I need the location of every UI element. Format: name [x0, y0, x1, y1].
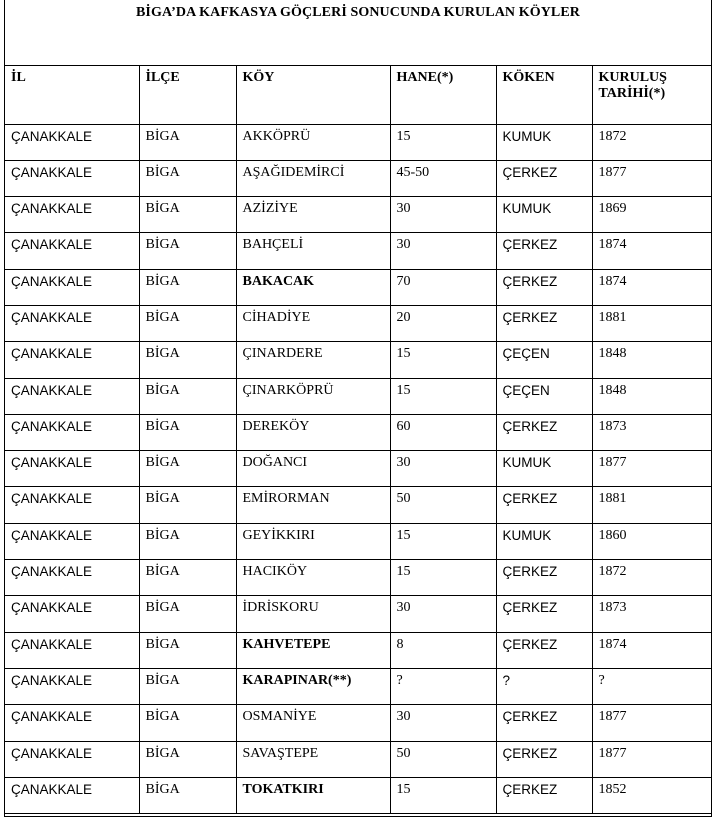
- table-row: [5, 269, 711, 305]
- cell-ilce: BİGA: [139, 560, 236, 596]
- column-header-ilce: İLÇE: [139, 66, 236, 124]
- cell-ilce: BİGA: [139, 414, 236, 450]
- cell-koken: KUMUK: [496, 523, 592, 559]
- cell-il: ÇANAKKALE: [5, 487, 139, 523]
- cell-ilce: BİGA: [139, 378, 236, 414]
- cell-ilce: BİGA: [139, 305, 236, 341]
- cell-kurulus-tarihi: 1877: [592, 160, 711, 196]
- cell-ilce: BİGA: [139, 668, 236, 704]
- cell-kurulus-tarihi: 1874: [592, 269, 711, 305]
- cell-koy: ÇINARDERE: [236, 342, 390, 378]
- cell-il: ÇANAKKALE: [5, 523, 139, 559]
- cell-koy: CİHADİYE: [236, 305, 390, 341]
- cell-il: ÇANAKKALE: [5, 378, 139, 414]
- cell-hane: 30: [390, 596, 496, 632]
- cell-koy: EMİRORMAN: [236, 487, 390, 523]
- table-row: [5, 632, 711, 668]
- table-row: [5, 378, 711, 414]
- cell-ilce: BİGA: [139, 160, 236, 196]
- cell-koken: ÇERKEZ: [496, 632, 592, 668]
- cell-koy: OSMANİYE: [236, 705, 390, 741]
- document-page: [4, 0, 712, 817]
- cell-kurulus-tarihi: 1852: [592, 777, 711, 813]
- cell-ilce: BİGA: [139, 777, 236, 813]
- cell-hane: 50: [390, 487, 496, 523]
- cell-il: ÇANAKKALE: [5, 305, 139, 341]
- cell-hane: 15: [390, 378, 496, 414]
- cell-kurulus-tarihi: 1872: [592, 124, 711, 160]
- cell-kurulus-tarihi: 1872: [592, 560, 711, 596]
- cell-koy: SAVAŞTEPE: [236, 741, 390, 777]
- cell-koken: ÇERKEZ: [496, 705, 592, 741]
- cell-hane: 20: [390, 305, 496, 341]
- cell-kurulus-tarihi: 1877: [592, 741, 711, 777]
- cell-hane: 15: [390, 124, 496, 160]
- cell-koken: ÇERKEZ: [496, 269, 592, 305]
- table-row: [5, 233, 711, 269]
- column-header-koy: KÖY: [236, 66, 390, 124]
- cell-kurulus-tarihi: 1881: [592, 305, 711, 341]
- cell-kurulus-tarihi: 1869: [592, 197, 711, 233]
- table-row: [5, 160, 711, 196]
- cell-koy: AZİZİYE: [236, 197, 390, 233]
- table-row: [5, 124, 711, 160]
- table-row: [5, 305, 711, 341]
- table-row: [5, 197, 711, 233]
- cell-ilce: BİGA: [139, 705, 236, 741]
- cell-kurulus-tarihi: 1848: [592, 342, 711, 378]
- cell-ilce: BİGA: [139, 124, 236, 160]
- table-title: BİGA’DA KAFKASYA GÖÇLERİ SONUCUNDA KURULAN KÖYLER: [5, 0, 711, 66]
- cell-koken: ÇERKEZ: [496, 233, 592, 269]
- cell-il: ÇANAKKALE: [5, 560, 139, 596]
- table-row: [5, 741, 711, 777]
- cell-koy: AKKÖPRÜ: [236, 124, 390, 160]
- cell-hane: 15: [390, 523, 496, 559]
- cell-koken: KUMUK: [496, 451, 592, 487]
- cell-il: ÇANAKKALE: [5, 269, 139, 305]
- cell-hane: 30: [390, 451, 496, 487]
- column-header-kurulus-tarihi-label: KURULUŞ TARİHİ(*): [598, 70, 667, 101]
- cell-ilce: BİGA: [139, 269, 236, 305]
- cell-koy: BAHÇELİ: [236, 233, 390, 269]
- cell-hane: 15: [390, 777, 496, 813]
- cell-kurulus-tarihi: 1848: [592, 378, 711, 414]
- cell-kurulus-tarihi: 1860: [592, 523, 711, 559]
- cell-koy: KARAPINAR(**): [236, 668, 390, 704]
- cell-il: ÇANAKKALE: [5, 705, 139, 741]
- cell-koy: İDRİSKORU: [236, 596, 390, 632]
- table-row: [5, 705, 711, 741]
- cell-koken: ÇERKEZ: [496, 596, 592, 632]
- column-header-kurulus-tarihi: [592, 66, 711, 124]
- cell-koy: BAKACAK: [236, 269, 390, 305]
- cell-koken: ÇERKEZ: [496, 487, 592, 523]
- column-header-koken: KÖKEN: [496, 66, 592, 124]
- cell-il: ÇANAKKALE: [5, 596, 139, 632]
- cell-koken: ?: [496, 668, 592, 704]
- cell-hane: 30: [390, 705, 496, 741]
- cell-ilce: BİGA: [139, 233, 236, 269]
- cell-koken: ÇERKEZ: [496, 777, 592, 813]
- table-body: [5, 124, 711, 814]
- cell-kurulus-tarihi: 1881: [592, 487, 711, 523]
- cell-il: ÇANAKKALE: [5, 124, 139, 160]
- cell-ilce: BİGA: [139, 197, 236, 233]
- cell-koken: ÇERKEZ: [496, 160, 592, 196]
- cell-koken: KUMUK: [496, 197, 592, 233]
- cell-hane: ?: [390, 668, 496, 704]
- villages-table: [5, 66, 711, 814]
- cell-ilce: BİGA: [139, 741, 236, 777]
- cell-hane: 60: [390, 414, 496, 450]
- cell-kurulus-tarihi: 1874: [592, 632, 711, 668]
- cell-kurulus-tarihi: 1873: [592, 596, 711, 632]
- cell-koken: ÇEÇEN: [496, 378, 592, 414]
- cell-ilce: BİGA: [139, 632, 236, 668]
- cell-koy: GEYİKKIRI: [236, 523, 390, 559]
- cell-il: ÇANAKKALE: [5, 741, 139, 777]
- cell-kurulus-tarihi: 1877: [592, 451, 711, 487]
- cell-hane: 8: [390, 632, 496, 668]
- cell-koken: KUMUK: [496, 124, 592, 160]
- cell-koken: ÇERKEZ: [496, 741, 592, 777]
- cell-koy: TOKATKIRI: [236, 777, 390, 813]
- table-row: [5, 451, 711, 487]
- cell-hane: 15: [390, 560, 496, 596]
- table-row: [5, 342, 711, 378]
- cell-kurulus-tarihi: 1877: [592, 705, 711, 741]
- cell-kurulus-tarihi: 1873: [592, 414, 711, 450]
- cell-il: ÇANAKKALE: [5, 414, 139, 450]
- table-row: [5, 596, 711, 632]
- table-row: [5, 560, 711, 596]
- cell-koken: ÇERKEZ: [496, 305, 592, 341]
- cell-il: ÇANAKKALE: [5, 668, 139, 704]
- cell-il: ÇANAKKALE: [5, 451, 139, 487]
- cell-koy: KAHVETEPE: [236, 632, 390, 668]
- table-row: [5, 777, 711, 813]
- cell-il: ÇANAKKALE: [5, 197, 139, 233]
- cell-ilce: BİGA: [139, 523, 236, 559]
- cell-il: ÇANAKKALE: [5, 632, 139, 668]
- table-row: [5, 523, 711, 559]
- cell-ilce: BİGA: [139, 487, 236, 523]
- cell-kurulus-tarihi: 1874: [592, 233, 711, 269]
- cell-ilce: BİGA: [139, 342, 236, 378]
- cell-koy: HACIKÖY: [236, 560, 390, 596]
- table-row: [5, 668, 711, 704]
- cell-kurulus-tarihi: ?: [592, 668, 711, 704]
- cell-hane: 15: [390, 342, 496, 378]
- column-header-il: İL: [5, 66, 139, 124]
- cell-hane: 50: [390, 741, 496, 777]
- cell-ilce: BİGA: [139, 596, 236, 632]
- cell-hane: 70: [390, 269, 496, 305]
- cell-hane: 45-50: [390, 160, 496, 196]
- table-row: [5, 414, 711, 450]
- cell-il: ÇANAKKALE: [5, 160, 139, 196]
- cell-hane: 30: [390, 197, 496, 233]
- cell-koy: AŞAĞIDEMİRCİ: [236, 160, 390, 196]
- cell-koken: ÇERKEZ: [496, 414, 592, 450]
- table-row: [5, 487, 711, 523]
- cell-koken: ÇEÇEN: [496, 342, 592, 378]
- cell-il: ÇANAKKALE: [5, 233, 139, 269]
- column-header-hane: HANE(*): [390, 66, 496, 124]
- cell-ilce: BİGA: [139, 451, 236, 487]
- cell-koken: ÇERKEZ: [496, 560, 592, 596]
- cell-koy: ÇINARKÖPRÜ: [236, 378, 390, 414]
- cell-koy: DEREKÖY: [236, 414, 390, 450]
- cell-il: ÇANAKKALE: [5, 777, 139, 813]
- cell-il: ÇANAKKALE: [5, 342, 139, 378]
- cell-koy: DOĞANCI: [236, 451, 390, 487]
- header-row: [5, 66, 711, 124]
- cell-hane: 30: [390, 233, 496, 269]
